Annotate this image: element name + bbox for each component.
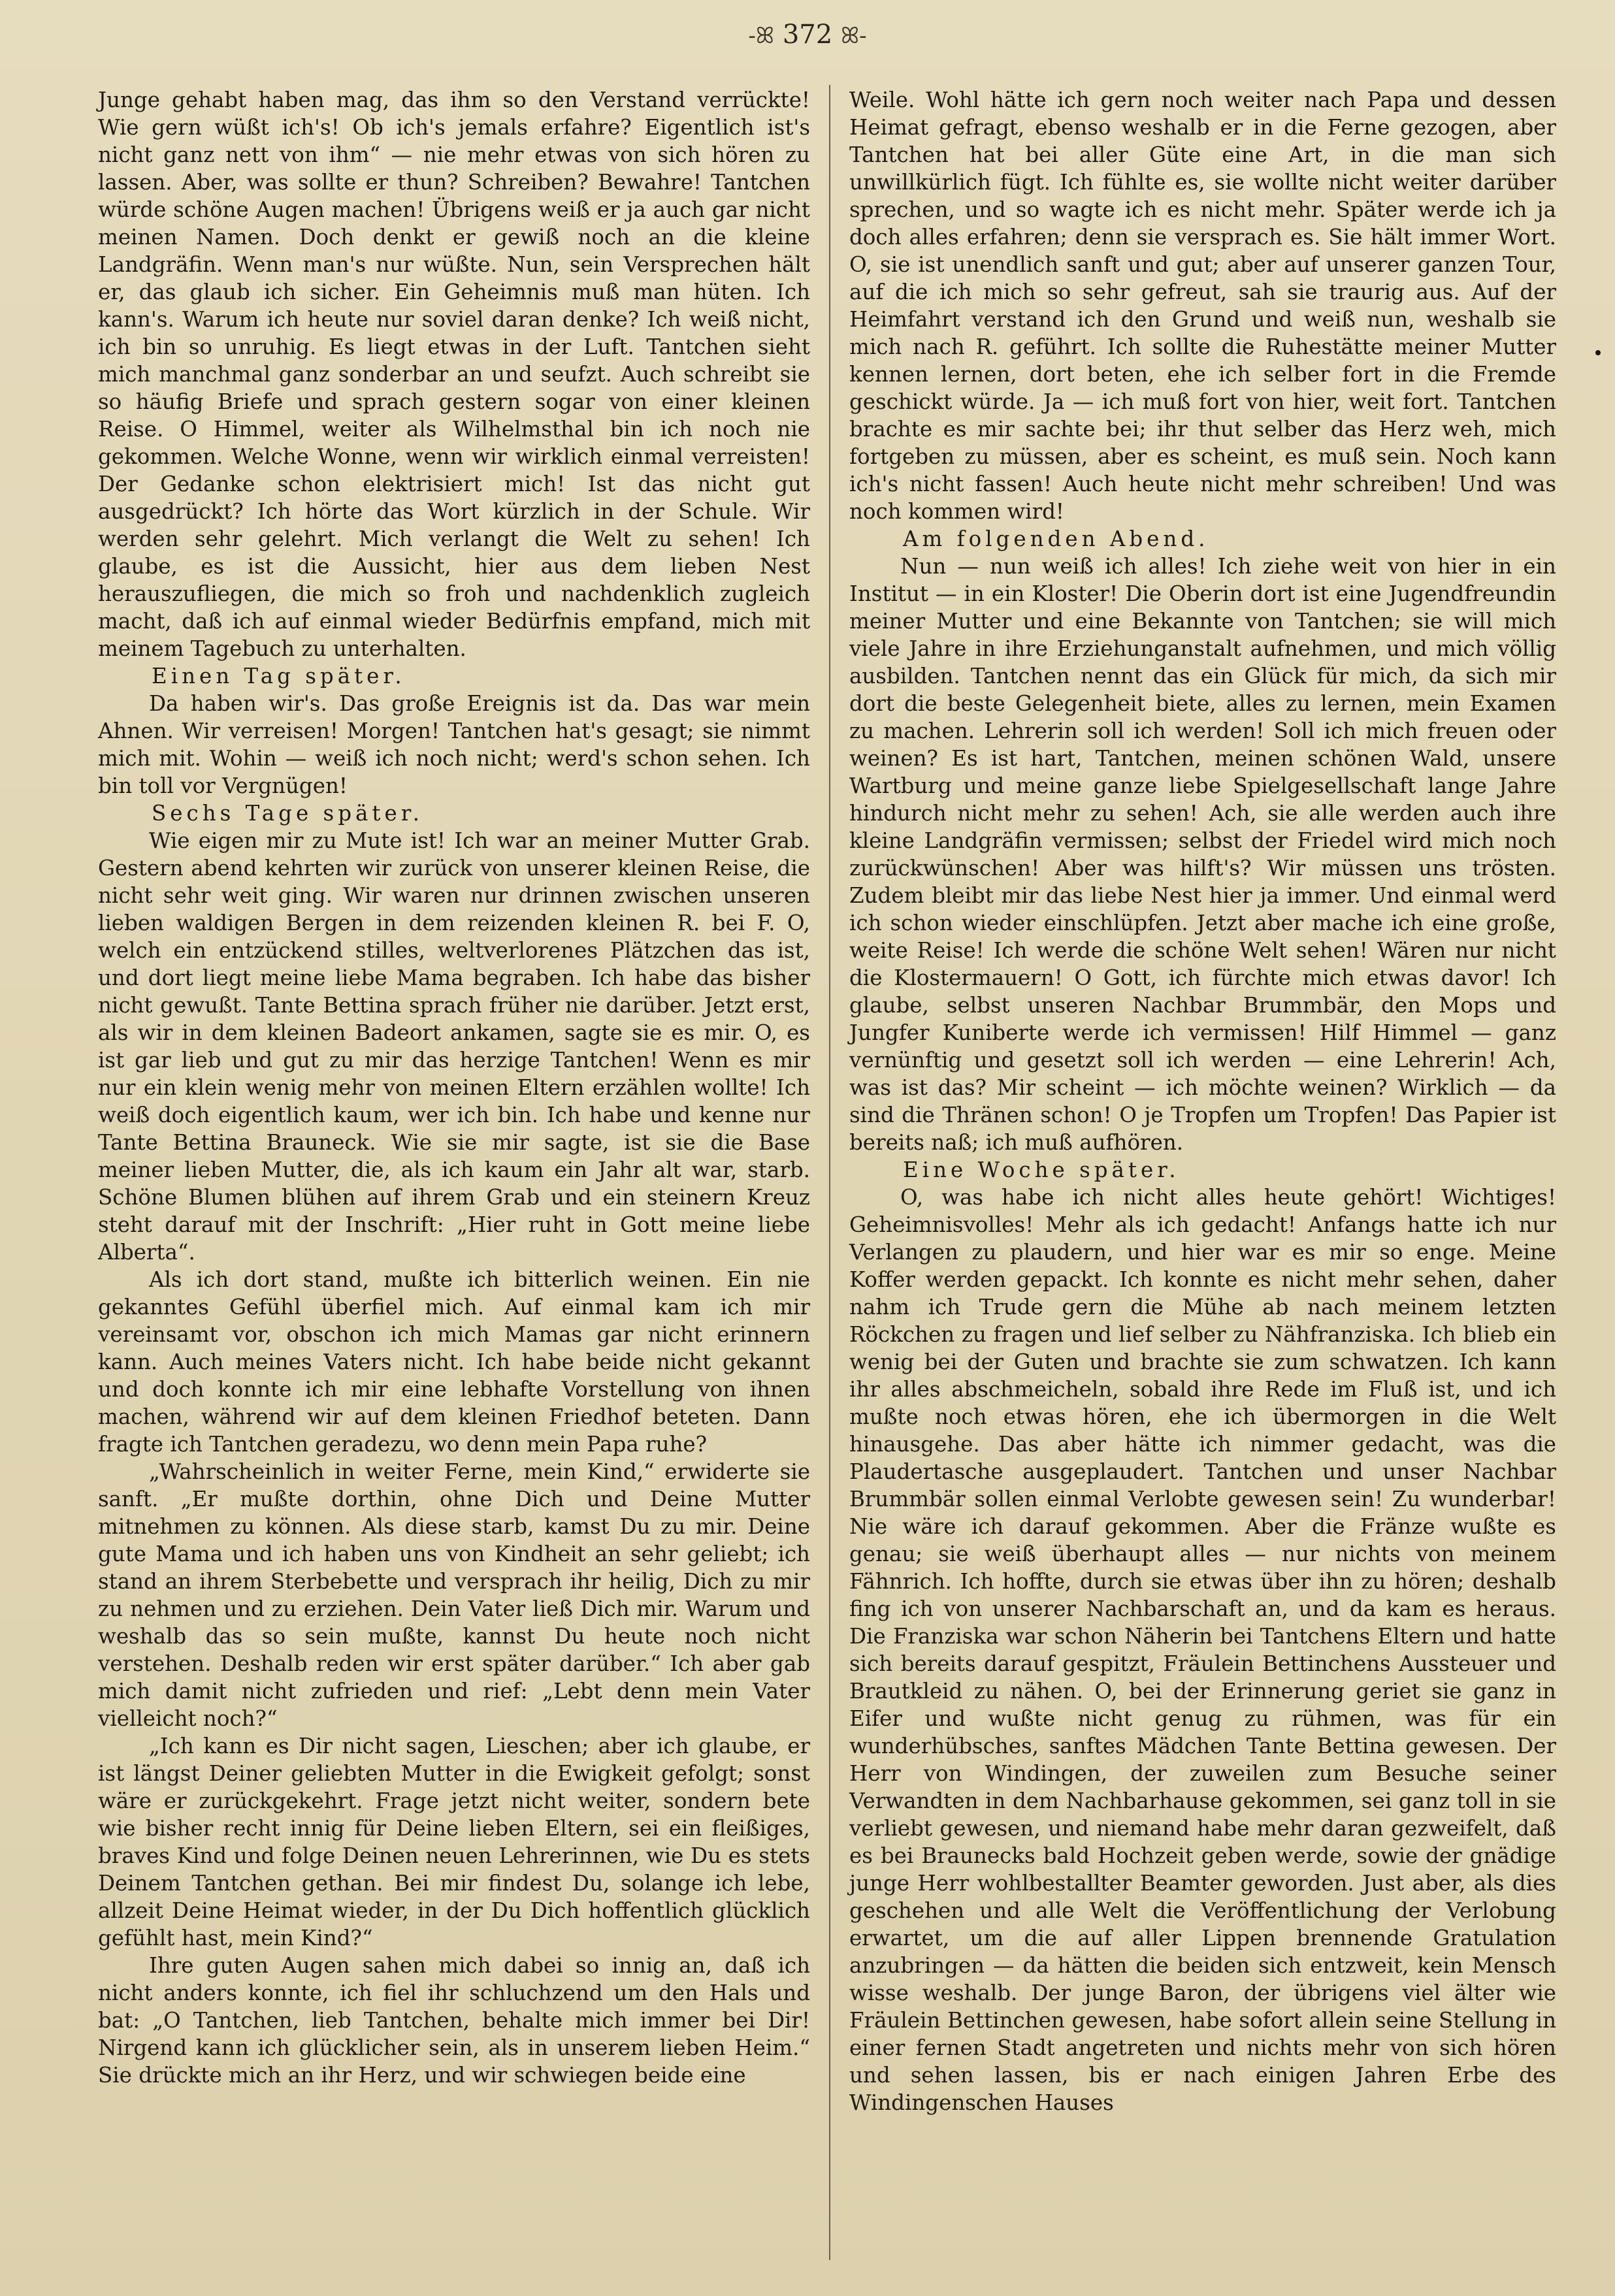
diary-entry-heading: Sechs Tage später. [152, 801, 423, 826]
paragraph: „Ich kann es Dir nicht sagen, Lieschen; aber ich glaube, er ist längst Deiner geliebten Mutter in die Ewigkeit gefolgt; sonst wäre er zurückgekehrt. Frage jetzt nicht weiter, sondern bete wie bisher recht innig für Deine lieben Eltern, sei ein fleißiges, braves Kind und folge Deinen neuen Lehrerinnen, wie Du es stets Deinem Tantchen gethan. Bei mir findest Du, solange ich lebe, allzeit Deine Heimat wieder, in der Du Dich hoffentlich glücklich gefühlt hast, mein Kind?“ [98, 1734, 810, 1950]
page-header [0, 20, 1615, 50]
paragraph: Als ich dort stand, mußte ich bitterlich weinen. Ein nie gekanntes Gefühl überfiel mich. Auf einmal kam ich mir vereinsamt vor, obschon ich mich Mamas gar nicht erinnern kann. Auch meines Vaters nicht. Ich habe beide nicht gekannt und doch konnte ich mir eine lebhafte Vorstellung von ihnen machen, während wir auf dem kleinen Friedhof beteten. Dann fragte ich Tantchen geradezu, wo denn mein Papa ruhe? [98, 1267, 810, 1457]
paragraph: Da haben wir's. Das große Ereignis ist da. Das war mein Ahnen. Wir verreisen! Morgen! Tantchen hat's gesagt; sie nimmt mich mit. Wohin — weiß ich noch nicht; werd's schon sehen. Ich bin toll vor Vergnügen! [98, 691, 810, 798]
ornament-right: ꕤ- [840, 23, 867, 49]
diary-entry-heading: Einen Tag später. [152, 664, 406, 688]
paragraph: Ihre guten Augen sahen mich dabei so innig an, daß ich nicht anders konnte, ich fiel ihr schluchzend um den Hals und bat: „O Tantchen, lieb Tantchen, behalte mich immer bei Dir! Nirgend kann ich glücklicher sein, als in unserem lieben Heim.“ Sie drückte mich an ihr Herz, und wir schwiegen beide eine [98, 1953, 810, 2088]
binding-hole [1595, 350, 1601, 355]
left-column [98, 86, 810, 2089]
paragraph: Nun — nun weiß ich alles! Ich ziehe weit von hier in ein Institut — in ein Kloster! Die Oberin dort ist eine Jugendfreundin meiner Mutter und eine Bekannte von Tantchen; sie will mich viele Jahre in ihre Erziehunganstalt aufnehmen, und mich völlig ausbilden. Tantchen nennt das ein Glück für mich, da sich mir dort die beste Gelegenheit biete, alles zu lernen, mein Examen zu machen. Lehrerin soll ich werden! Soll ich mich freuen oder weinen? Es ist hart, Tantchen, meinen schönen Wald, unsere Wartburg und meine ganze liebe Spielgesellschaft lange Jahre hindurch nicht mehr zu sehen! Ach, sie alle werden auch ihre kleine Landgräfin vermissen; selbst der Friedel wird mich noch zurückwünschen! Aber was hilft's? Wir müssen uns trösten. Zudem bleibt mir das liebe Nest hier ja immer. Und einmal werd ich schon wieder einschlüpfen. Jetzt aber mache ich eine große, weite Reise! Ich werde die schöne Welt sehen! Wären nur nicht die Klostermauern! O Gott, ich fürchte mich etwas davor! Ich glaube, selbst unseren Nachbar Brummbär, den Mops und Jungfer Kuniberte werde ich vermissen! Hilf Himmel — ganz vernünftig und gesetzt soll ich werden — eine Lehrerin! Ach, was ist das? Mir scheint — ich möchte weinen? Wirklich — da sind die Thränen schon! O je Tropfen um Tropfen! Das Papier ist bereits naß; ich muß aufhören. [849, 554, 1556, 1155]
column-divider [829, 85, 830, 2260]
ornament-left: -ꕤ [748, 23, 775, 49]
diary-entry-heading: Am folgenden Abend. [903, 526, 1209, 551]
diary-entry-heading: Eine Woche später. [903, 1157, 1180, 1182]
paragraph: Junge gehabt haben mag, das ihm so den Verstand verrückte! Wie gern wüßt ich's! Ob ich's jemals erfahre? Eigentlich ist's nicht ganz nett von ihm“ — nie mehr etwas von sich hören zu lassen. Aber, was sollte er thun? Schreiben? Bewahre! Tantchen würde schöne Augen machen! Übrigens weiß er ja auch gar nicht meinen Namen. Doch denkt er gewiß noch an die kleine Landgräfin. Wenn man's nur wüßte. Nun, sein Versprechen hält er, das glaub ich sicher. Ein Geheimnis muß man hüten. Ich kann's. Warum ich heute nur soviel daran denke? Ich weiß nicht, ich bin so unruhig. Es liegt etwas in der Luft. Tantchen sieht mich manchmal ganz sonderbar an und seufzt. Auch schreibt sie so häufig Briefe und sprach gestern sogar von einer kleinen Reise. O Himmel, weiter als Wilhelmsthal bin ich noch nie gekommen. Welche Wonne, wenn wir wirklich einmal verreisten! Der Gedanke schon elektrisiert mich! Ist das nicht gut ausgedrückt? Ich hörte das Wort kürzlich in der Schule. Wir werden sehr gelehrt. Mich verlangt die Welt zu sehen! Ich glaube, es ist die Aussicht, hier aus dem lieben Nest herauszufliegen, die mich so froh und nachdenklich zugleich macht, daß ich auf einmal wieder Bedürfnis empfand, mich mit meinem Tagebuch zu unterhalten. [98, 88, 810, 661]
paragraph: Wie eigen mir zu Mute ist! Ich war an meiner Mutter Grab. Gestern abend kehrten wir zurück von unserer kleinen Reise, die nicht sehr weit ging. Wir waren nur drinnen zwischen unseren lieben waldigen Bergen in dem reizenden kleinen R. bei F. O, welch ein entzückend stilles, weltverlorenes Plätzchen das ist, und dort liegt meine liebe Mama begraben. Ich habe das bisher nicht gewußt. Tante Bettina sprach früher nie darüber. Jetzt erst, als wir in dem kleinen Badeort ankamen, sagte sie es mir. O, es ist gar lieb und gut zu mir das herzige Tantchen! Wenn es mir nur ein klein wenig mehr von meinen Eltern erzählen wollte! Ich weiß doch eigentlich kaum, wer ich bin. Ich habe und kenne nur Tante Bettina Brauneck. Wie sie mir sagte, ist sie die Base meiner lieben Mutter, die, als ich kaum ein Jahr alt war, starb. Schöne Blumen blühen auf ihrem Grab und ein steinern Kreuz steht darauf mit der Inschrift: „Hier ruht in Gott meine liebe Alberta“. [98, 828, 810, 1265]
page-number: 372 [782, 20, 833, 50]
paragraph: „Wahrscheinlich in weiter Ferne, mein Kind,“ erwiderte sie sanft. „Er mußte dorthin, ohne Dich und Deine Mutter mitnehmen zu können. Als diese starb, kamst Du zu mir. Deine gute Mama und ich haben uns von Kindheit an sehr geliebt; ich stand an ihrem Sterbebette und versprach ihr heilig, Dich zu mir zu nehmen und zu erziehen. Dein Vater ließ Dich mir. Warum und weshalb das so sein mußte, kannst Du heute noch nicht verstehen. Deshalb reden wir erst später darüber.“ Ich aber gab mich damit nicht zufrieden und rief: „Lebt denn mein Vater vielleicht noch?“ [98, 1459, 810, 1731]
paragraph: O, was habe ich nicht alles heute gehört! Wichtiges! Geheimnisvolles! Mehr als ich gedacht! Anfangs hatte ich nur Verlangen zu plaudern, und hier war es mir so enge. Meine Koffer werden gepackt. Ich konnte es nicht mehr sehen, daher nahm ich Trude gern die Mühe ab nach meinem letzten Röckchen zu fragen und lief selber zu Nähfranziska. Ich blieb ein wenig bei der Guten und brachte sie zum schwatzen. Ich kann ihr alles abschmeicheln, sobald ihre Rede im Fluß ist, und ich mußte noch etwas hören, ehe ich übermorgen in die Welt hinausgehe. Das aber hätte ich nimmer gedacht, was die Plaudertasche ausgeplaudert. Tantchen und unser Nachbar Brummbär sollen einmal Verlobte gewesen sein! Zu wunderbar! Nie wäre ich darauf gekommen. Aber die Fränze wußte es genau; sie weiß überhaupt alles — nur nichts von meinem Fähnrich. Ich hoffte, durch sie etwas über ihn zu hören; deshalb fing ich von unserer Nachbarschaft an, und da kam es heraus. Die Franziska war schon Näherin bei Tantchens Eltern und hatte sich bereits darauf gespitzt, Fräulein Bettinchens Aussteuer und Brautkleid zu nähen. O, bei der Erinnerung geriet sie ganz in Eifer und wußte nicht genug zu rühmen, was für ein wunderhübsches, sanftes Mädchen Tante Bettina gewesen. Der Herr von Windingen, der zuweilen zum Besuche seiner Verwandten in dem Nachbarhause gekommen, sei ganz toll in sie verliebt gewesen, und niemand habe mehr daran gezweifelt, daß es bei Braunecks bald Hochzeit geben werde, sowie der gnädige junge Herr wohlbestallter Beamter geworden. Just aber, als dies geschehen und alle Welt die Veröffentlichung der Verlobung erwartet, um die auf aller Lippen brennende Gratulation anzubringen — da hätten die beiden sich entzweit, kein Mensch wisse weshalb. Der junge Baron, der übrigens viel älter wie Fräulein Bettinchen gewesen, habe sofort allein seine Stellung in einer fernen Stadt angetreten und nichts mehr von sich hören und sehen lassen, bis er nach einigen Jahren Erbe des Windingenschen Hauses [849, 1185, 1556, 2115]
paragraph: Weile. Wohl hätte ich gern noch weiter nach Papa und dessen Heimat gefragt, ebenso weshalb er in die Ferne gezogen, aber Tantchen hat bei aller Güte eine Art, in die man sich unwillkürlich fügt. Ich fühlte es, sie wollte nicht weiter darüber sprechen, und so wagte ich es nicht mehr. Später werde ich ja doch alles erfahren; denn sie versprach es. Sie hält immer Wort. O, sie ist unendlich sanft und gut; aber auf unserer ganzen Tour, auf die ich mich so sehr gefreut, sah sie traurig aus. Auf der Heimfahrt verstand ich den Grund und weiß nun, weshalb sie mich nach R. geführt. Ich sollte die Ruhestätte meiner Mutter kennen lernen, dort beten, ehe ich selber fort in die Fremde geschickt würde. Ja — ich muß fort von hier, weit fort. Tantchen brachte es mir sachte bei; ihr thut selber das Herz weh, mich fortgeben zu müssen, aber es scheint, es muß sein. Noch kann ich's nicht fassen! Auch heute nicht mehr schreiben! Und was noch kommen wird! [849, 88, 1556, 524]
right-column [849, 86, 1556, 2116]
